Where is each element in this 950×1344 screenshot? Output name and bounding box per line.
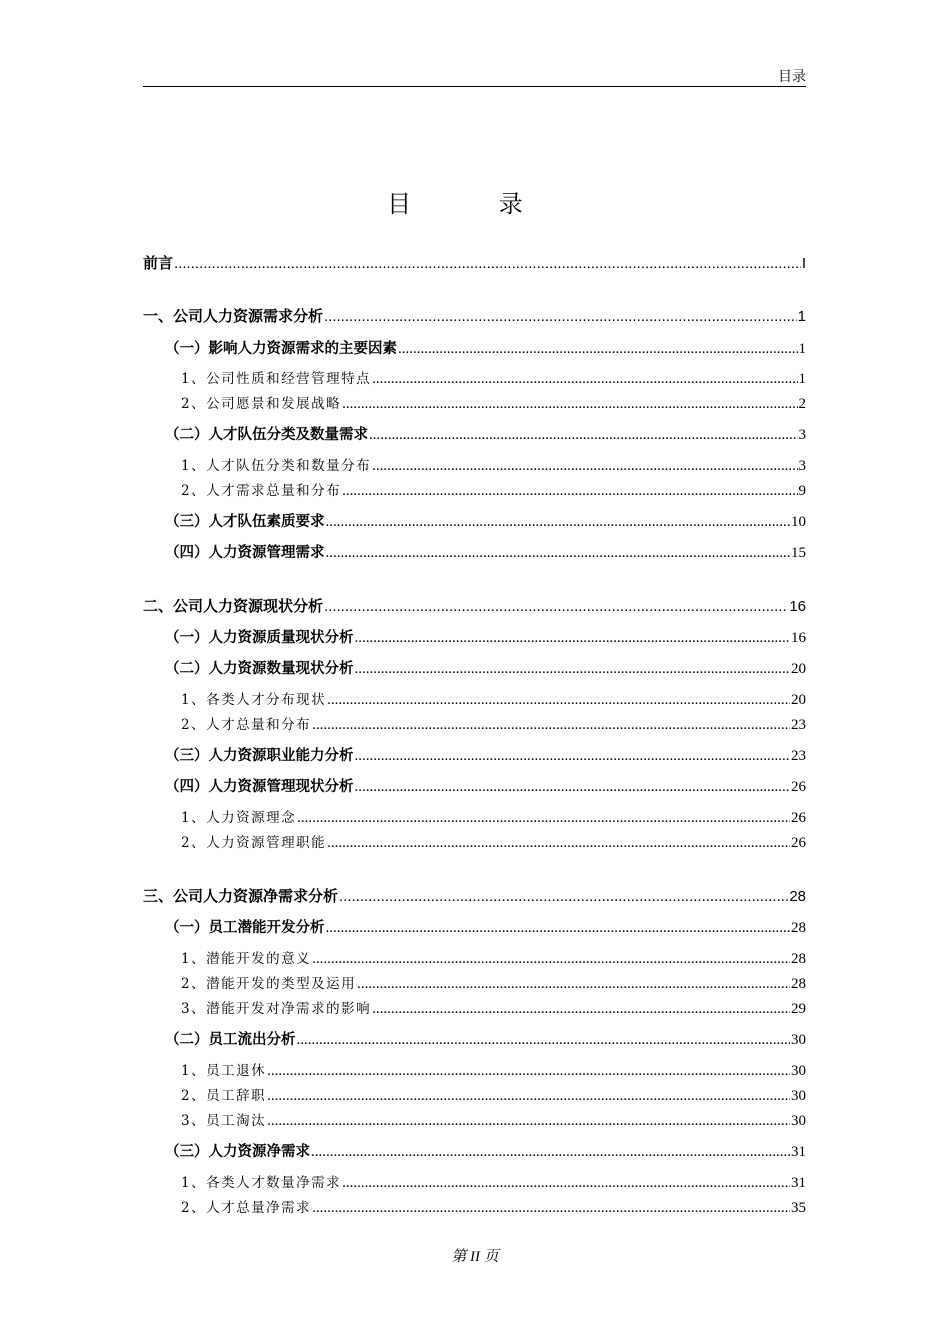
toc-entry-label: 1、员工退休 [181, 1063, 267, 1079]
toc-entry-section[interactable] [165, 541, 806, 562]
toc-entry-subsection[interactable] [181, 713, 806, 734]
toc-entry-label: （四）人力资源管理现状分析 [165, 779, 354, 795]
toc-entry-page: 3 [798, 458, 806, 474]
dot-leader [398, 341, 798, 358]
dot-leader [372, 371, 797, 388]
dot-leader [326, 920, 791, 937]
dot-leader [267, 1113, 790, 1130]
toc-entry-page: 1 [797, 308, 806, 325]
toc-entry-page: 29 [791, 1001, 806, 1017]
toc-entry-section[interactable] [165, 1028, 806, 1049]
toc-entry-section[interactable] [165, 744, 806, 765]
toc-entry-page: 10 [791, 514, 806, 530]
toc-entry-page: 2 [798, 396, 806, 412]
page-header [143, 64, 806, 87]
toc-entry-label: 2、潜能开发的类型及运用 [181, 976, 357, 992]
toc-entry-subsection[interactable] [181, 831, 806, 852]
toc-entry-page: 16 [791, 630, 806, 646]
toc-entry-page: 23 [791, 717, 806, 733]
toc-entry-subsection[interactable] [181, 947, 806, 968]
toc-entry-label: （一）影响人力资源需求的主要因素 [165, 341, 397, 357]
dot-leader [267, 1063, 790, 1080]
toc-entry-subsection[interactable] [181, 997, 806, 1018]
dot-leader [355, 779, 791, 796]
toc-entry-label: （三）人力资源净需求 [165, 1144, 310, 1160]
toc-entry-page: 20 [791, 692, 806, 708]
toc-entry-label: （一）员工潜能开发分析 [165, 920, 325, 936]
toc-entry-label: 1、潜能开发的意义 [181, 951, 312, 967]
toc-entry-page: 16 [789, 598, 806, 615]
toc-entry-page: 3 [798, 427, 806, 443]
dot-leader [372, 458, 797, 475]
toc-entry-label: 1、人才队伍分类和数量分布 [181, 458, 372, 474]
toc-entry-page: 20 [791, 661, 806, 677]
dot-leader [355, 748, 791, 765]
dot-leader [312, 1200, 790, 1217]
dot-leader [355, 630, 791, 647]
toc-entry-subsection[interactable] [181, 479, 806, 500]
dot-leader [326, 514, 791, 531]
toc-entry-subsection[interactable] [181, 392, 806, 413]
toc-entry-page: 28 [789, 888, 806, 905]
toc-entry-subsection[interactable] [181, 806, 806, 827]
dot-leader [267, 1088, 790, 1105]
header-title: 目录 [778, 69, 806, 85]
toc-entry-label: 1、公司性质和经营管理特点 [181, 371, 372, 387]
toc-entry-label: （二）人才队伍分类及数量需求 [165, 427, 368, 443]
page-number-footer: 第 II 页 [451, 1249, 499, 1265]
dot-leader [326, 545, 791, 562]
dot-leader [297, 810, 790, 827]
toc-entry-label: 1、各类人才分布现状 [181, 692, 327, 708]
dot-leader [342, 396, 797, 413]
toc-entry-section[interactable] [165, 423, 806, 444]
toc-entry-page: 9 [798, 483, 806, 499]
dot-leader [339, 888, 788, 905]
toc-entry-label: 2、人才总量和分布 [181, 717, 312, 733]
toc-entry-label: 2、人才总量净需求 [181, 1200, 312, 1216]
toc-entry-subsection[interactable] [181, 972, 806, 993]
toc-entry-page: 31 [791, 1175, 806, 1191]
toc-entry-page: 31 [791, 1144, 806, 1160]
dot-leader [372, 1001, 790, 1018]
toc-entry-subsection[interactable] [181, 1196, 806, 1217]
toc-entry-label: 3、潜能开发对净需求的影响 [181, 1001, 372, 1017]
toc-entry-section[interactable] [165, 1140, 806, 1161]
toc-entry-section[interactable] [165, 337, 806, 358]
toc-entry-section[interactable] [165, 626, 806, 647]
toc-entry-label: 前言 [143, 254, 174, 272]
dot-leader [312, 951, 790, 968]
toc-entry-page: I [801, 255, 806, 272]
dot-leader [327, 835, 790, 852]
toc-entry-chapter-2[interactable] [143, 595, 806, 616]
toc-entry-section[interactable] [165, 916, 806, 937]
toc-entry-subsection[interactable] [181, 454, 806, 475]
dot-leader [324, 598, 788, 615]
toc-entry-label: 1、各类人才数量净需求 [181, 1175, 342, 1191]
toc-entry-chapter-3[interactable] [143, 885, 806, 906]
toc-entry-label: 1、人力资源理念 [181, 810, 297, 826]
toc-entry-page: 1 [798, 371, 806, 387]
dot-leader [297, 1032, 791, 1049]
toc-entry-label: （二）员工流出分析 [165, 1032, 296, 1048]
dot-leader [324, 308, 797, 325]
dot-leader [311, 1144, 790, 1161]
toc-entry-section[interactable] [165, 657, 806, 678]
toc-entry-subsection[interactable] [181, 1171, 806, 1192]
dot-leader [369, 427, 798, 444]
toc-entry-label: （三）人力资源职业能力分析 [165, 748, 354, 764]
dot-leader [342, 483, 797, 500]
toc-entry-label: （二）人力资源数量现状分析 [165, 661, 354, 677]
toc-entry-subsection[interactable] [181, 1059, 806, 1080]
toc-entry-page: 26 [791, 779, 806, 795]
dot-leader [327, 692, 790, 709]
page-title: 目 录 [387, 190, 563, 218]
toc-entry-page: 28 [791, 976, 806, 992]
toc-entry-subsection[interactable] [181, 1084, 806, 1105]
toc-entry-chapter-1[interactable] [143, 305, 806, 326]
toc-entry-page: 15 [791, 545, 806, 561]
toc-entry-label: 2、人力资源管理职能 [181, 835, 327, 851]
toc-entry-page: 1 [798, 341, 806, 357]
dot-leader [355, 661, 791, 678]
toc-entry-page: 26 [791, 810, 806, 826]
toc-entry-label: 三、公司人力资源净需求分析 [143, 887, 339, 905]
toc-entry-label: 2、员工辞职 [181, 1088, 267, 1104]
toc-entry-page: 30 [791, 1032, 806, 1048]
toc-entry-section[interactable] [165, 510, 806, 531]
toc-entry-page: 28 [791, 951, 806, 967]
toc-entry-page: 23 [791, 748, 806, 764]
dot-leader [357, 976, 790, 993]
toc-entry-label: 一、公司人力资源需求分析 [143, 307, 324, 325]
toc-entry-label: （一）人力资源质量现状分析 [165, 630, 354, 646]
toc-entry-preface[interactable] [143, 252, 806, 273]
dot-leader [312, 717, 790, 734]
toc-entry-page: 35 [791, 1200, 806, 1216]
toc-entry-section[interactable] [165, 775, 806, 796]
toc-entry-subsection[interactable] [181, 1109, 806, 1130]
toc-entry-page: 30 [791, 1088, 806, 1104]
toc-entry-label: （三）人才队伍素质要求 [165, 514, 325, 530]
toc-entry-page: 26 [791, 835, 806, 851]
toc-entry-page: 30 [791, 1063, 806, 1079]
toc-entry-page: 28 [791, 920, 806, 936]
toc-entry-label: 2、公司愿景和发展战略 [181, 396, 342, 412]
toc-entry-label: 3、员工淘汰 [181, 1113, 267, 1129]
toc-entry-subsection[interactable] [181, 688, 806, 709]
toc-entry-label: （四）人力资源管理需求 [165, 545, 325, 561]
toc-entry-page: 30 [791, 1113, 806, 1129]
toc-entry-subsection[interactable] [181, 367, 806, 388]
toc-entry-label: 二、公司人力资源现状分析 [143, 597, 324, 615]
toc-entry-label: 2、人才需求总量和分布 [181, 483, 342, 499]
dot-leader [342, 1175, 790, 1192]
dot-leader [174, 255, 801, 272]
